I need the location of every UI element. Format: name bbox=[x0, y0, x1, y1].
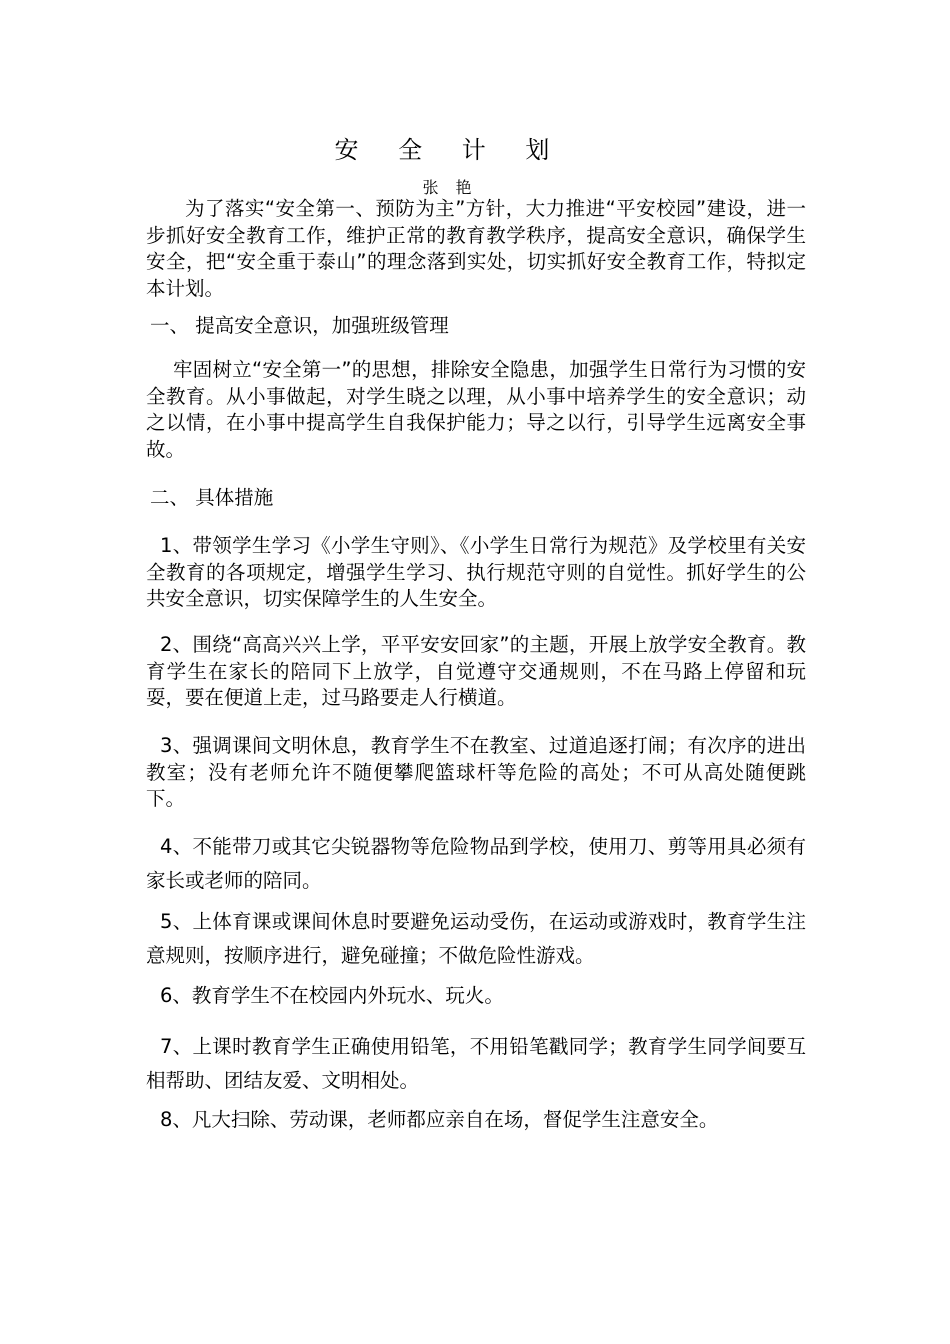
list-item-2: 2、围绕“高高兴兴上学，平平安安回家”的主题，开展上放学安全教育。教育学生在家长的陪同下上放学，自觉遵守交通规则，不在马路上停留和玩耍，要在便道上走，过马路要走人行横道。 bbox=[146, 633, 806, 709]
list-item-8: 8、凡大扫除、劳动课，老师都应亲自在场，督促学生注意安全。 bbox=[160, 1108, 719, 1131]
list-item-4: 4、不能带刀或其它尖锐器物等危险物品到学校，使用刀、剪等用具必须有家长或老师的陪同。 bbox=[146, 835, 806, 892]
document-author: 张 艳 bbox=[422, 178, 478, 197]
list-item-7: 7、上课时教育学生正确使用铅笔，不用铅笔戳同学；教育学生同学间要互相帮助、团结友爱、文明相处。 bbox=[146, 1035, 806, 1092]
list-item-1: 1、带领学生学习《小学生守则》、《小学生日常行为规范》及学校里有关安全教育的各项规定，增强学生学习、执行规范守则的自觉性。抓好学生的公共安全意识，切实保障学生的人生安全。 bbox=[146, 534, 806, 610]
section-1-heading: 一、 提高安全意识，加强班级管理 bbox=[150, 314, 449, 337]
section-1-paragraph: 牢固树立“安全第一”的思想，排除安全隐患，加强学生日常行为习惯的安全教育。从小事做起，对学生晓之以理，从小事中培养学生的安全意识；动之以情，在小事中提高学生自我保护能力；导之以行，引导学生远离安全事故。 bbox=[146, 358, 806, 461]
list-item-6: 6、教育学生不在校园内外玩水、玩火。 bbox=[160, 984, 504, 1007]
section-2-heading: 二、 具体措施 bbox=[150, 486, 274, 509]
list-item-5: 5、上体育课或课间休息时要避免运动受伤，在运动或游戏时，教育学生注意规则，按顺序进行，避免碰撞；不做危险性游戏。 bbox=[146, 910, 806, 967]
intro-paragraph: 为了落实“安全第一、预防为主”方针，大力推进“平安校园”建设，进一步抓好安全教育工作，维护正常的教育教学秩序，提高安全意识，确保学生安全，把“安全重于泰山”的理念落到实处，切实抓好安全教育工作，特拟定本计划。 bbox=[146, 197, 806, 300]
document-title: 安 全 计 划 bbox=[334, 136, 566, 164]
list-item-3: 3、强调课间文明休息，教育学生不在教室、过道追逐打闹；有次序的进出教室；没有老师允许不随便攀爬篮球杆等危险的高处；不可从高处随便跳下。 bbox=[146, 734, 806, 810]
